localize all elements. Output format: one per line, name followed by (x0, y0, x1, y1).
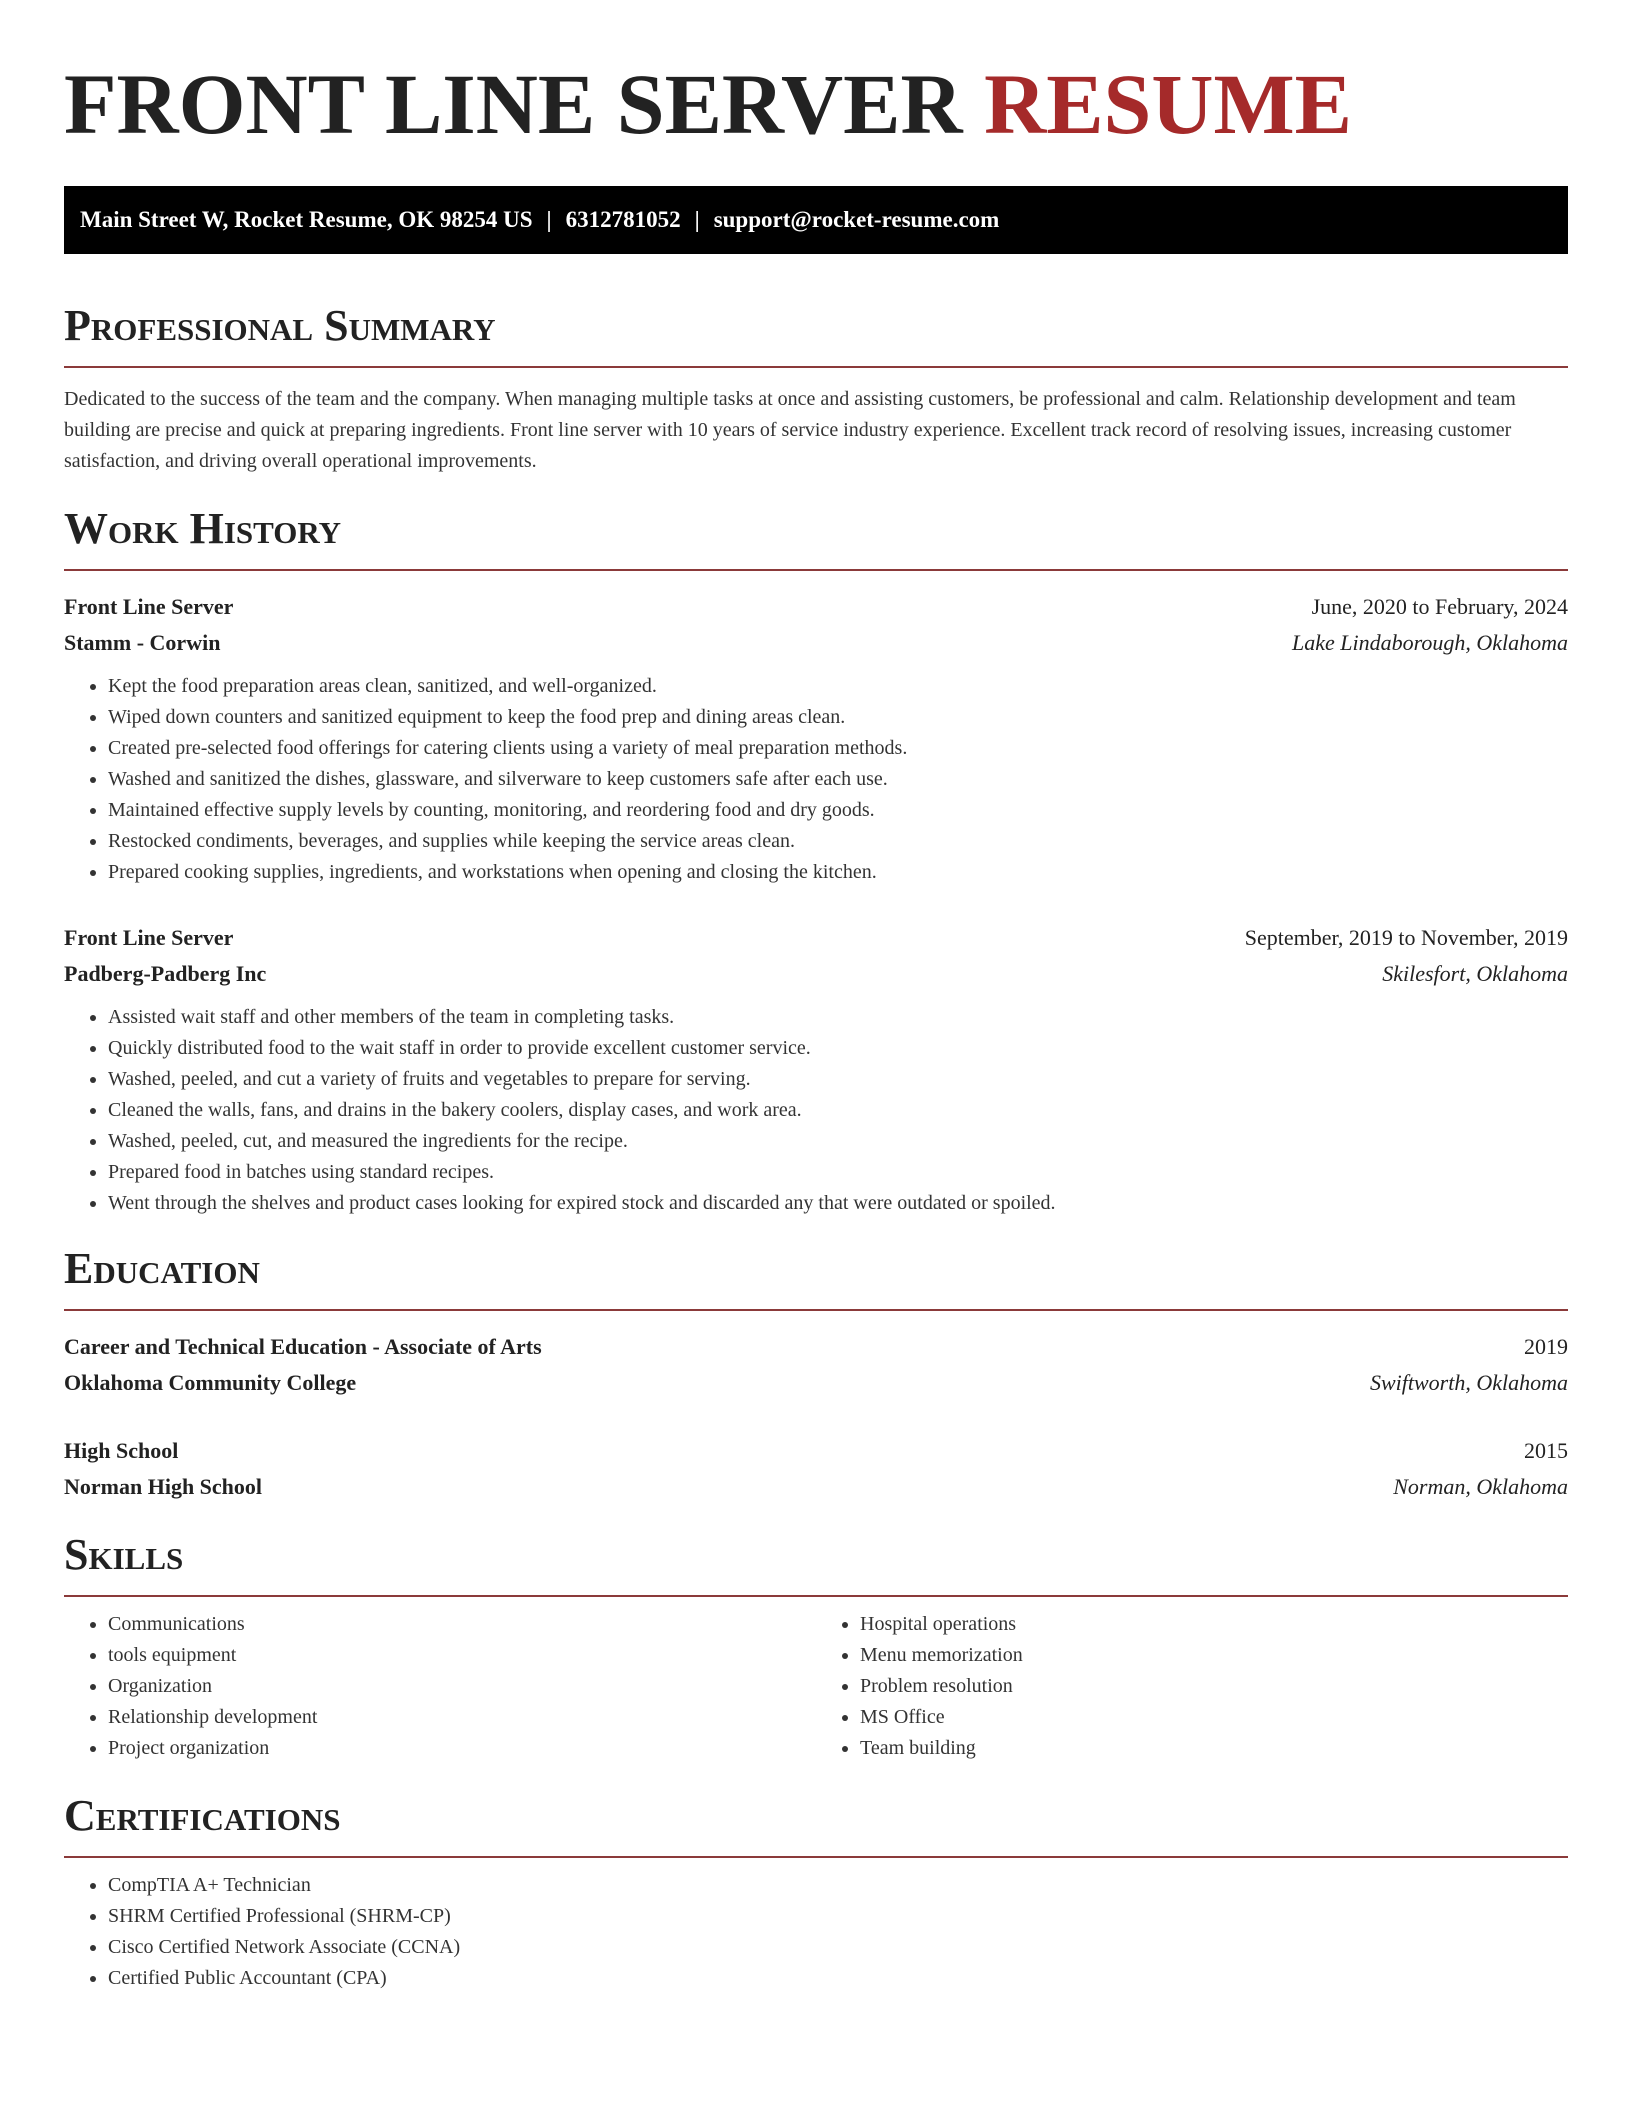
job-company-row (64, 625, 1568, 661)
list-item: • Quickly distributed food to the wait staff in order to provide excellent customer service. (108, 1033, 1568, 1064)
job-company: Padberg-Padberg Inc (64, 961, 267, 986)
job-entry (64, 920, 1568, 1219)
list-item: • Wiped down counters and sanitized equipment to keep the food prep and dining areas clean. (108, 702, 1568, 733)
job-header-row (64, 589, 1568, 625)
contact-bar (64, 186, 1568, 254)
list-item: • Hospital operations (860, 1609, 1568, 1640)
list-item: • CompTIA A+ Technician (108, 1870, 1568, 1901)
resume-title (64, 0, 1568, 152)
list-item: • Organization (108, 1671, 816, 1702)
list-item: • Restocked condiments, beverages, and supplies while keeping the service areas clean. (108, 826, 1568, 857)
education-year: 2019 (1524, 1334, 1568, 1359)
section-divider (64, 366, 1568, 368)
section-divider (64, 1309, 1568, 1311)
work-history-section (64, 503, 1568, 1219)
job-entry (64, 589, 1568, 888)
education-header-row (64, 1329, 1568, 1365)
skills-columns (64, 1609, 1568, 1764)
list-item: • Assisted wait staff and other members of the team in completing tasks. (108, 1002, 1568, 1033)
title-main: FRONT LINE SERVER (64, 56, 963, 152)
list-item: • Relationship development (108, 1702, 816, 1733)
list-item: • Washed, peeled, cut, and measured the ingredients for the recipe. (108, 1126, 1568, 1157)
contact-separator: | (546, 207, 552, 232)
list-item: • Went through the shelves and product cases looking for expired stock and discarded any that were outdated or spoiled. (108, 1188, 1568, 1219)
list-item: • Prepared food in batches using standard recipes. (108, 1157, 1568, 1188)
education-location: Norman, Oklahoma (1393, 1474, 1568, 1499)
summary-section (64, 300, 1568, 477)
contact-separator: | (694, 207, 700, 232)
list-item: • MS Office (860, 1702, 1568, 1733)
job-title: Front Line Server (64, 925, 234, 950)
job-duties-list (64, 1002, 1568, 1219)
list-item: • Cleaned the walls, fans, and drains in the bakery coolers, display cases, and work area. (108, 1095, 1568, 1126)
job-location: Skilesfort, Oklahoma (1382, 961, 1568, 986)
list-item: • Communications (108, 1609, 816, 1640)
list-item: • Washed, peeled, and cut a variety of fruits and vegetables to prepare for serving. (108, 1064, 1568, 1095)
section-heading-summary: Professional Summary (64, 301, 496, 350)
list-item: • Certified Public Accountant (CPA) (108, 1963, 1568, 1994)
list-item: • Menu memorization (860, 1640, 1568, 1671)
certifications-section (64, 1790, 1568, 1994)
contact-email: support@rocket-resume.com (713, 207, 1000, 232)
list-item: • Created pre-selected food offerings for catering clients using a variety of meal preparation methods. (108, 733, 1568, 764)
education-school: Norman High School (64, 1474, 263, 1499)
skills-section (64, 1529, 1568, 1764)
education-school-row (64, 1469, 1568, 1505)
education-year: 2015 (1524, 1438, 1568, 1463)
education-location: Swiftworth, Oklahoma (1369, 1370, 1568, 1395)
job-title: Front Line Server (64, 594, 234, 619)
section-heading-certifications: Certifications (64, 1791, 341, 1840)
section-heading-work-history: Work History (64, 504, 342, 553)
job-dates: June, 2020 to February, 2024 (1311, 594, 1568, 619)
list-item: • Project organization (108, 1733, 816, 1764)
education-school: Oklahoma Community College (64, 1370, 357, 1395)
job-dates: September, 2019 to November, 2019 (1244, 925, 1568, 950)
section-heading-education: Education (64, 1244, 260, 1293)
job-location: Lake Lindaborough, Oklahoma (1291, 630, 1568, 655)
education-degree: High School (64, 1438, 179, 1463)
list-item: • Team building (860, 1733, 1568, 1764)
list-item: • Kept the food preparation areas clean, sanitized, and well-organized. (108, 671, 1568, 702)
education-section (64, 1243, 1568, 1505)
education-entry (64, 1329, 1568, 1401)
job-company: Stamm - Corwin (64, 630, 221, 655)
list-item: • Problem resolution (860, 1671, 1568, 1702)
job-duties-list (64, 671, 1568, 888)
education-school-row (64, 1365, 1568, 1401)
certifications-list (64, 1870, 1568, 1994)
job-company-row (64, 956, 1568, 992)
contact-phone: 6312781052 (565, 207, 681, 232)
summary-text: Dedicated to the success of the team and the company. When managing multiple tasks at once and assisting customers, be professional and calm. Relationship development and team building are precise and quick at preparing ingredients. Front line server with 10 years of service industry experience. Excellent track record of resolving issues, increasing customer satisfaction, and driving overall operational improvements. (64, 388, 1516, 472)
skills-list-right (816, 1609, 1568, 1764)
section-divider (64, 1595, 1568, 1597)
list-item: • Washed and sanitized the dishes, glassware, and silverware to keep customers safe after each use. (108, 764, 1568, 795)
skills-list-left (64, 1609, 816, 1764)
list-item: • tools equipment (108, 1640, 816, 1671)
education-header-row (64, 1433, 1568, 1469)
list-item: • Prepared cooking supplies, ingredients, and workstations when opening and closing the kitchen. (108, 857, 1568, 888)
list-item: • Cisco Certified Network Associate (CCNA) (108, 1932, 1568, 1963)
section-divider (64, 1856, 1568, 1858)
education-degree: Career and Technical Education - Associate of Arts (64, 1334, 542, 1359)
section-divider (64, 569, 1568, 571)
section-heading-skills: Skills (64, 1530, 184, 1579)
job-header-row (64, 920, 1568, 956)
contact-address: Main Street W, Rocket Resume, OK 98254 US (80, 207, 533, 232)
title-accent: RESUME (984, 56, 1353, 152)
education-entry (64, 1433, 1568, 1505)
list-item: • SHRM Certified Professional (SHRM-CP) (108, 1901, 1568, 1932)
list-item: • Maintained effective supply levels by counting, monitoring, and reordering food and dry goods. (108, 795, 1568, 826)
